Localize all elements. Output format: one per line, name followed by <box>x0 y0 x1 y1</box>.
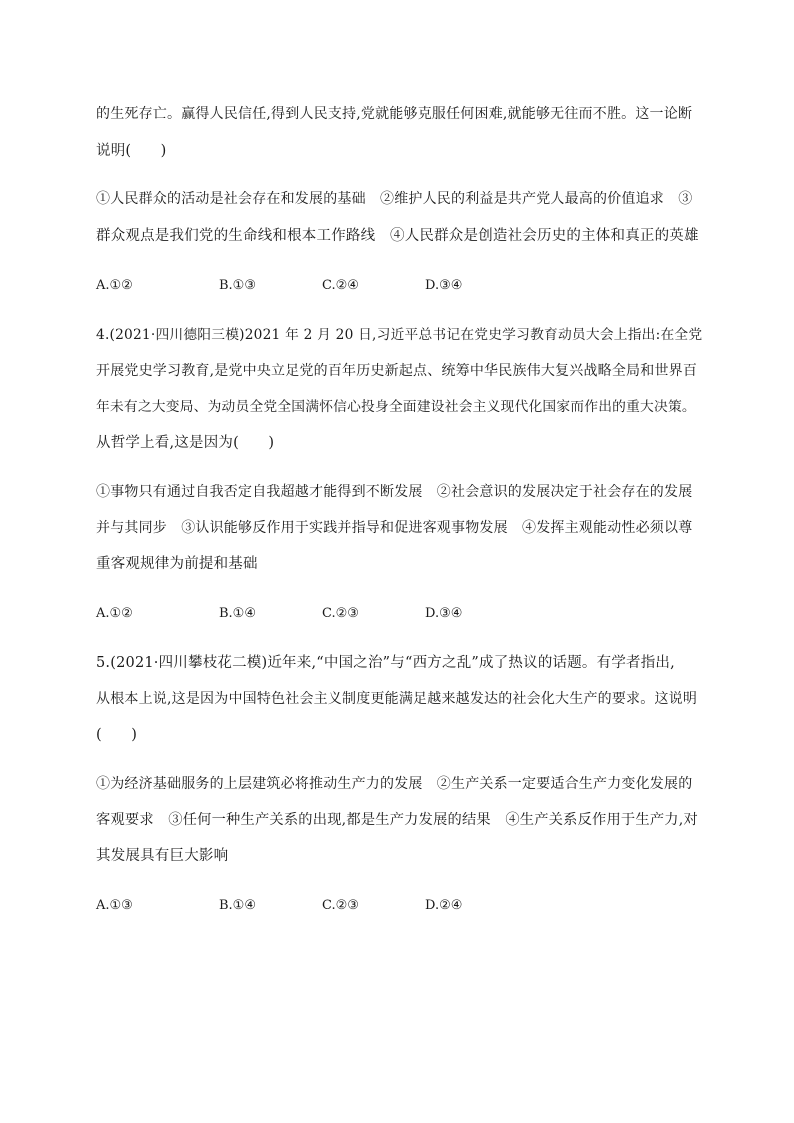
q5-text-line-2: 从根本上说,这是因为中国特色社会主义制度更能满足越来越发达的社会化大生产的要求。这说明 <box>96 691 698 707</box>
q5-statement-line-3: 其发展具有巨大影响 <box>96 848 229 864</box>
q4-option-c: C.②③ <box>322 606 359 621</box>
q5-option-c: C.②③ <box>322 898 359 913</box>
q3-text-line-1: 的生死存亡。赢得人民信任,得到人民支持,党就能够克服任何困难,就能够无往而不胜。这一论断 <box>96 106 693 122</box>
q4-text-line-4: 从哲学上看,这是因为( ) <box>96 435 275 451</box>
q5-statement-line-2: 客观要求 ③任何一种生产关系的出现,都是生产力发展的结果 ④生产关系反作用于生产力,对 <box>96 812 698 828</box>
q5-option-a: A.①③ <box>96 898 133 913</box>
q4-option-b: B.①④ <box>219 606 256 621</box>
q4-text-line-3: 年未有之大变局、为动员全党全国满怀信心投身全面建设社会主义现代化国家而作出的重大决策。 <box>96 399 696 415</box>
q4-text-line-2: 开展党史学习教育,是党中央立足党的百年历史新起点、统筹中华民族伟大复兴战略全局和世界百 <box>96 363 698 379</box>
q4-statement-line-3: 重客观规律为前提和基础 <box>96 556 258 572</box>
q5-text-line-1: 5.(2021·四川攀枝花二模)近年来,“中国之治”与“西方之乱”成了热议的话题。有学者指出, <box>96 655 675 671</box>
q5-text-line-3: ( ) <box>96 727 138 743</box>
q3-option-a: A.①② <box>96 278 133 293</box>
q3-option-d: D.③④ <box>425 278 463 293</box>
q5-option-b: B.①④ <box>219 898 256 913</box>
q3-option-c: C.②④ <box>322 278 359 293</box>
q3-statement-line-2: 群众观点是我们党的生命线和根本工作路线 ④人民群众是创造社会历史的主体和真正的英雄 <box>96 228 699 244</box>
q5-option-d: D.②④ <box>425 898 463 913</box>
q5-statement-line-1: ①为经济基础服务的上层建筑必将推动生产力的发展 ②生产关系一定要适合生产力变化发展的 <box>96 776 693 792</box>
q4-text-line-1: 4.(2021·四川德阳三模)2021 年 2 月 20 日,习近平总书记在党史学习教育动员大会上指出:在全党 <box>96 327 703 343</box>
q4-option-a: A.①② <box>96 606 133 621</box>
q4-statement-line-2: 并与其同步 ③认识能够反作用于实践并指导和促进客观事物发展 ④发挥主观能动性必须以尊 <box>96 520 693 536</box>
q4-statement-line-1: ①事物只有通过自我否定自我超越才能得到不断发展 ②社会意识的发展决定于社会存在的发展 <box>96 484 693 500</box>
q3-statement-line-1: ①人民群众的活动是社会存在和发展的基础 ②维护人民的利益是共产党人最高的价值追求 ③ <box>96 191 693 207</box>
q4-option-d: D.③④ <box>425 606 463 621</box>
q3-option-b: B.①③ <box>219 278 256 293</box>
q3-text-line-2: 说明( ) <box>96 143 167 159</box>
